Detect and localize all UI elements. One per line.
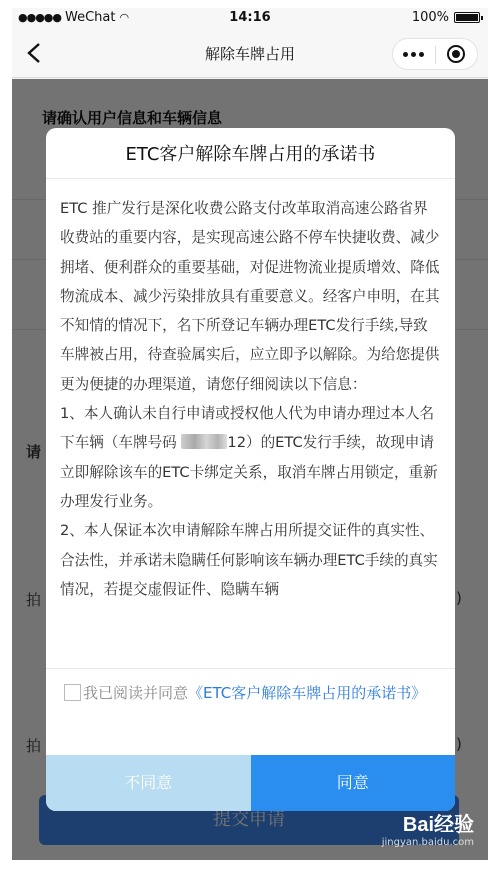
agreement-link[interactable]: 《ETC客户解除车牌占用的承诺书》 bbox=[188, 684, 427, 702]
wifi-icon: ◠ bbox=[119, 11, 130, 24]
nav-bar bbox=[12, 28, 488, 78]
more-dots-icon bbox=[403, 52, 424, 57]
agreement-paragraph: 2、本人保证本次申请解除车牌占用所提交证件的真实性、合法性，并承诺未隐瞒任何影响该车辆办理ETC手续的真实情况，若提交虚假证件、隐瞒车辆 bbox=[60, 522, 438, 598]
modal-buttons bbox=[46, 755, 455, 811]
page-title: 解除车牌占用 bbox=[204, 45, 295, 63]
miniprogram-capsule bbox=[392, 38, 478, 70]
agreement-modal bbox=[46, 128, 455, 811]
redacted-plate bbox=[181, 434, 227, 449]
carrier-label: WeChat bbox=[65, 10, 116, 25]
status-bar bbox=[12, 8, 488, 28]
more-button[interactable] bbox=[393, 39, 435, 69]
watermark-logo: Bai经验 bbox=[402, 814, 474, 836]
agreement-text[interactable] bbox=[60, 194, 441, 664]
baidu-watermark bbox=[382, 808, 474, 848]
target-icon bbox=[447, 45, 465, 63]
modal-title: ETC客户解除车牌占用的承诺书 bbox=[125, 144, 376, 165]
agreement-paragraph: 1、本人确认未自行申请或授权他人代为申请办理过本人名下车辆（车牌号码 bbox=[60, 405, 435, 452]
agreement-paragraph: 12）的ETC发行手续，故现申请立即解除该车的ETC卡绑定关系，取消车牌占用锁定，重新办理发行业务。 bbox=[60, 434, 438, 510]
agree-row bbox=[64, 681, 437, 705]
battery-percent: 100% bbox=[411, 10, 449, 25]
close-miniprogram-button[interactable] bbox=[436, 39, 478, 69]
battery-icon bbox=[454, 12, 480, 23]
disagree-button[interactable]: 不同意 bbox=[46, 755, 251, 811]
agree-prefix: 我已阅读并同意 bbox=[83, 684, 189, 702]
phone-screen bbox=[12, 8, 488, 860]
agree-checkbox[interactable] bbox=[64, 684, 81, 701]
signal-icon: ●●●●● bbox=[18, 11, 61, 24]
agree-button[interactable]: 同意 bbox=[251, 755, 456, 811]
agreement-paragraph: ETC 推广发行是深化收费公路支付改革取消高速公路省界收费站的重要内容，是实现高速公路不停车快捷收费、减少拥堵、便利群众的重要基础，对促进物流业提质增效、降低物流成本、减少污染排放具有重要意义。经客户申明，在其不知情的情况下，名下所登记车辆办理ETC发行手续,导致车牌被占用，待查验属实后，应立即予以解除。为给您提供更为便捷的办理渠道，请您仔细阅读以下信息： bbox=[60, 200, 440, 393]
status-time: 14:16 bbox=[229, 10, 271, 25]
watermark-url: jingyan.baidu.com bbox=[381, 837, 474, 848]
